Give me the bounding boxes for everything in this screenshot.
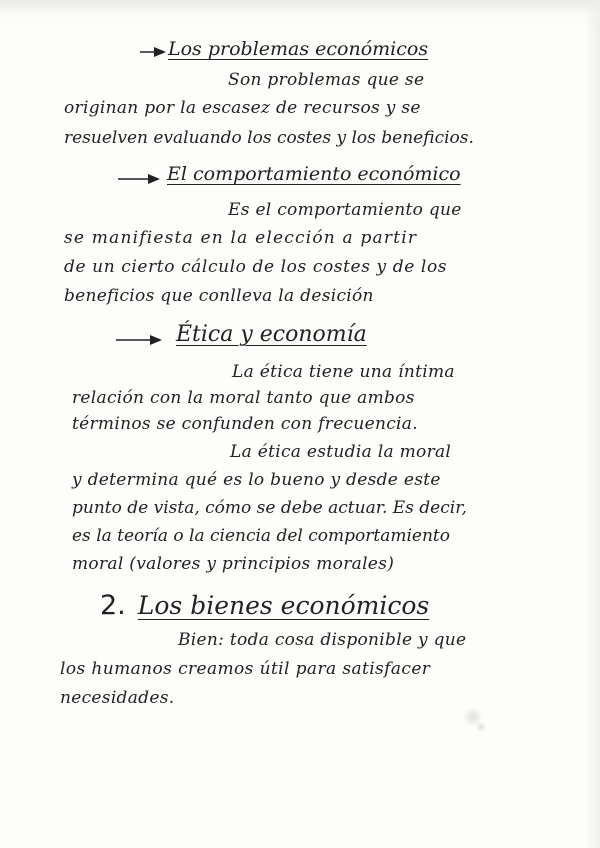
section-number: 2. [100, 590, 126, 621]
section-title: El comportamiento económico [167, 163, 461, 185]
section-heading-problemas [168, 38, 428, 60]
text-line: se manifiesta en la elección a partir [64, 228, 418, 248]
text-line: originan por la escasez de recursos y se [64, 98, 421, 118]
arrow-icon [116, 334, 162, 346]
scan-smudge [475, 722, 487, 732]
text-line: necesidades. [60, 688, 175, 708]
text-line: resuelven evaluando los costes y los beneficios. [64, 128, 474, 148]
section-title: Los problemas económicos [168, 38, 429, 60]
text-line: términos se confunden con frecuencia. [72, 414, 418, 434]
arrow-icon [140, 46, 166, 58]
arrow-icon [118, 173, 160, 185]
text-line: los humanos creamos útil para satisfacer [60, 659, 431, 679]
numbered-heading-bienes [100, 590, 429, 621]
text-line: moral (valores y principios morales) [72, 554, 395, 574]
text-line: La ética tiene una íntima [232, 362, 455, 382]
text-line: de un cierto cálculo de los costes y de los [64, 257, 448, 277]
section-title: Los bienes económicos [137, 591, 430, 620]
text-line: relación con la moral tanto que ambos [72, 388, 415, 408]
scan-right-edge [584, 0, 600, 848]
text-line: La ética estudia la moral [230, 442, 452, 462]
text-line: punto de vista, cómo se debe actuar. Es decir, [72, 498, 467, 518]
text-line: y determina qué es lo bueno y desde este [72, 470, 441, 490]
section-heading-comportamiento [167, 163, 461, 185]
text-line: es la teoría o la ciencia del comportamiento [72, 526, 450, 546]
section-title: Ética y economía [176, 322, 367, 347]
text-line: Son problemas que se [228, 70, 425, 90]
text-line: Bien: toda cosa disponible y que [178, 630, 467, 650]
text-line: Es el comportamiento que [228, 200, 462, 220]
scan-top-edge [0, 0, 600, 14]
section-heading-etica [176, 322, 367, 347]
text-line: beneficios que conlleva la desición [64, 286, 374, 306]
